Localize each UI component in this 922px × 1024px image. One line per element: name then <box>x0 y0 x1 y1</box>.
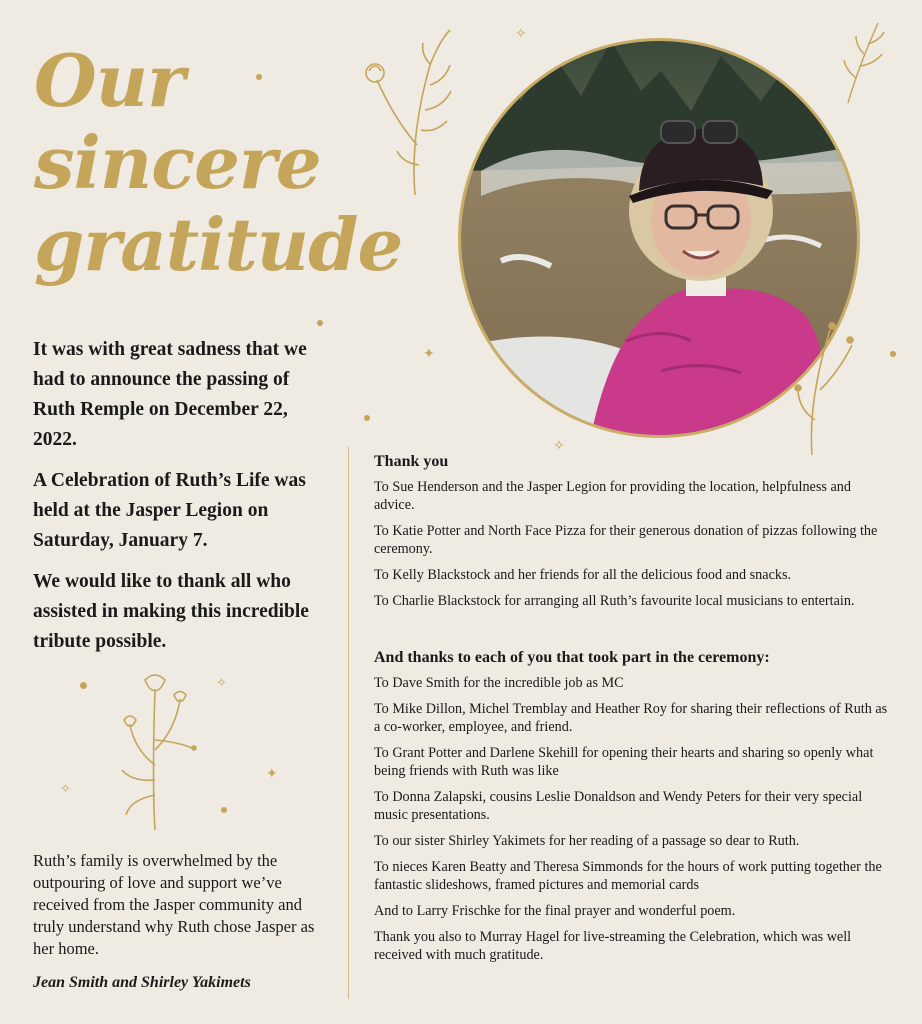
signature: Jean Smith and Shirley Yakimets <box>33 974 251 991</box>
ceremony-item: To Donna Zalapski, cousins Leslie Donaldson and Wendy Peters for their very special music presentations. <box>374 789 863 823</box>
sparkle-icon: ✦ <box>423 346 435 362</box>
sparkle-icon: ✧ <box>553 438 565 454</box>
ceremony-heading: And thanks to each of you that took part in the ceremony: <box>374 649 770 666</box>
thanks-item: To Kelly Blackstock and her friends for all the delicious food and snacks. <box>374 567 792 583</box>
thanks-column <box>374 452 890 972</box>
dot-icon <box>317 320 323 326</box>
dot-icon <box>364 415 370 421</box>
closing-message: Ruth’s family is overwhelmed by the outpouring of love and support we’ve received from the Jasper community and truly understand why Ruth chose Jasper as her home. <box>33 851 315 958</box>
ceremony-item: To Grant Potter and Darlene Skehill for opening their hearts and sharing so openly what being friends with Ruth was like <box>374 745 874 779</box>
dot-icon <box>80 682 87 689</box>
floral-sprig-icon <box>790 300 860 460</box>
ceremony-item: To Mike Dillon, Michel Tremblay and Heather Roy for sharing their reflections of Ruth as a co-worker, employee, and friend. <box>374 701 888 735</box>
title-line-1: Our <box>34 38 184 123</box>
ceremony-item: And to Larry Frischke for the final prayer and wonderful poem. <box>374 903 736 919</box>
ceremony-item: Thank you also to Murray Hagel for live-streaming the Celebration, which was well received with much gratitude. <box>374 929 852 963</box>
intro-paragraph-passing: It was with great sadness that we had to announce the passing of Ruth Remple on December 22, 2022. <box>33 339 307 450</box>
column-divider <box>348 447 349 999</box>
ceremony-item: To Dave Smith for the incredible job as MC <box>374 675 624 691</box>
ceremony-item: To nieces Karen Beatty and Theresa Simmonds for the hours of work putting together the fantastic slideshows, framed pictures and memorial cards <box>374 859 882 893</box>
dot-icon <box>256 74 262 80</box>
thanks-item: To Katie Potter and North Face Pizza for their generous donation of pizzas following the ceremony. <box>374 523 878 557</box>
thank-you-heading: Thank you <box>374 453 449 470</box>
dot-icon <box>221 807 227 813</box>
sparkle-icon: ✧ <box>60 782 71 797</box>
floral-sprig-icon <box>838 18 888 108</box>
floral-sprig-icon <box>355 25 465 200</box>
sparkle-icon: ✦ <box>266 766 278 782</box>
title-line-3: gratitude <box>34 202 403 287</box>
thanks-item: To Sue Henderson and the Jasper Legion for providing the location, helpfulness and advice. <box>374 479 851 513</box>
thanks-item: To Charlie Blackstock for arranging all Ruth’s favourite local musicians to entertain. <box>374 593 855 609</box>
page-title <box>34 40 402 286</box>
intro-paragraph-thanks: We would like to thank all who assisted in making this incredible tribute possible. <box>33 571 309 652</box>
sparkle-icon: ✧ <box>216 676 227 691</box>
title-line-2: sincere <box>34 120 321 205</box>
sparkle-icon: ✧ <box>515 26 527 42</box>
dot-icon <box>890 351 896 357</box>
floral-sprig-icon <box>100 670 210 835</box>
ceremony-item: To our sister Shirley Yakimets for her reading of a passage so dear to Ruth. <box>374 833 800 849</box>
closing-section <box>33 850 325 994</box>
intro-section <box>33 335 333 668</box>
intro-paragraph-celebration: A Celebration of Ruth’s Life was held at the Jasper Legion on Saturday, January 7. <box>33 470 306 551</box>
